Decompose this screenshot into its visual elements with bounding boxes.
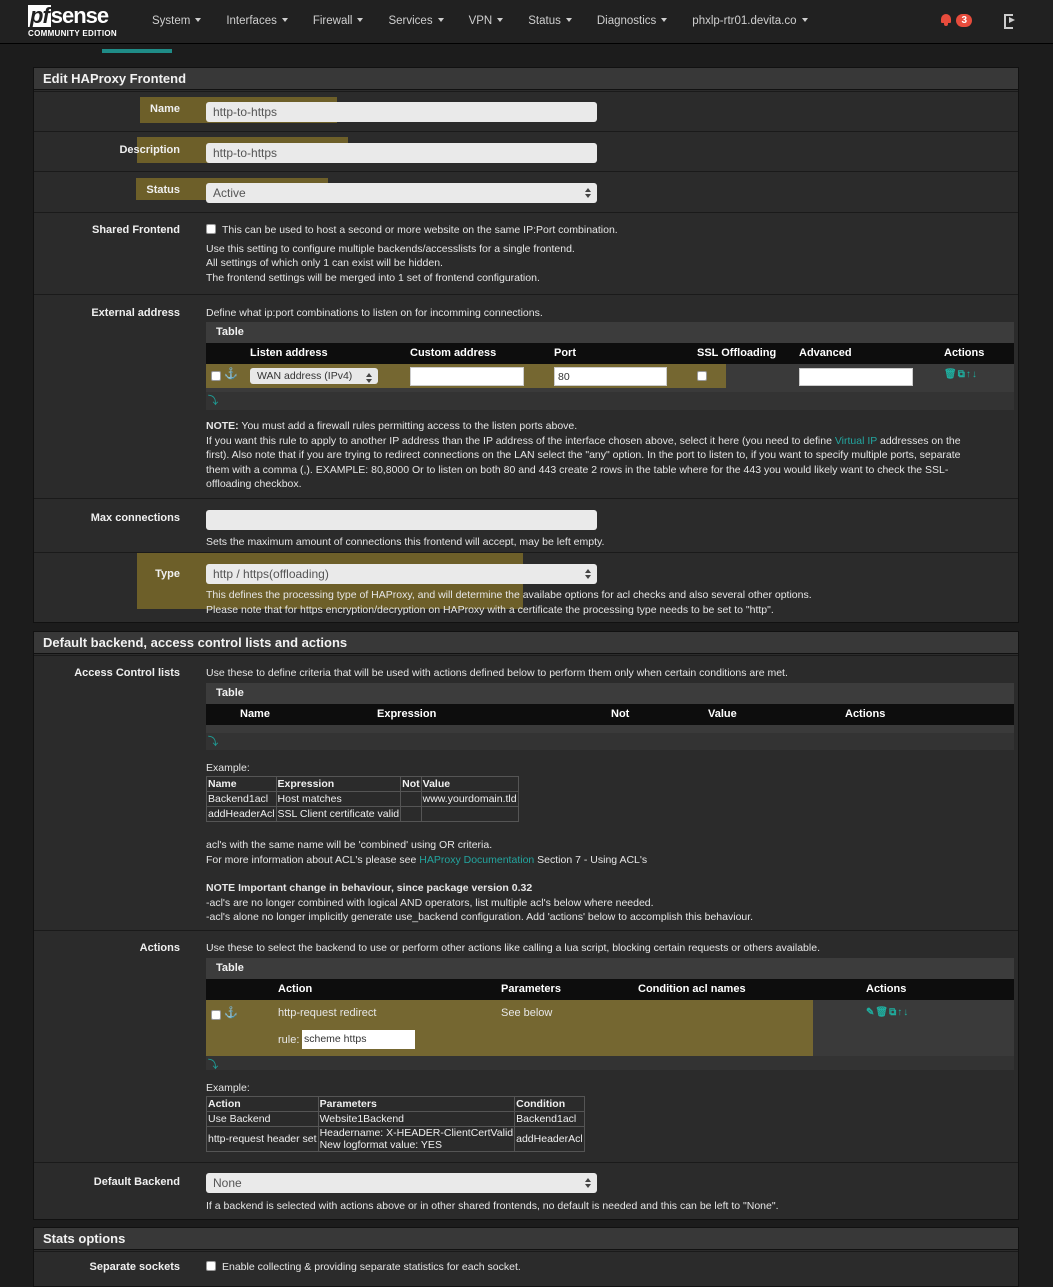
stats-options-panel (33, 1227, 1019, 1287)
action-row: ⚓ http-request redirect See below ✎🗑⧉↑↓ rule: scheme https (206, 1000, 1014, 1056)
shared-frontend-checkbox[interactable] (206, 224, 216, 234)
main-menu (152, 0, 833, 44)
panel-title: Edit HAProxy Frontend (34, 68, 1018, 90)
action-row-icons[interactable]: ✎🗑⧉↑↓ (866, 1007, 910, 1018)
acl-row: Access Control lists Use these to define criteria that will be used with actions defined below to perform them only when certain conditions are met. Table Name Expression Not Value Actions ⤵ Example: Name Expression Not Value Backend1acl Host matches www.yourdomain.tld addHeaderAcl SSL Client certificate valid acl's with the same name will be 'combined' using OR criteria. For more information about ACL's please see HAProxy Documentation Section 7 - Using ACL's NOTE Important change in behaviour, since package version 0.32 -acl's are no longer combined with logical AND operators, list multiple acl's below where needed. -acl's alone no longer implicitly generate use_backend configuration. Add 'actions' below to accomplish this behaviour. (34, 655, 1018, 930)
listen-row-checkbox[interactable] (211, 371, 221, 381)
description-row (34, 131, 1018, 171)
custom-address-input[interactable] (410, 367, 524, 386)
pfsense-logo[interactable]: pfsense COMMUNITY EDITION (28, 3, 117, 38)
default-backend-label: Default Backend (93, 1176, 180, 1188)
menu-status[interactable]: Status (528, 0, 572, 44)
haproxy-docs-link[interactable]: HAProxy Documentation (419, 853, 535, 866)
menu-services[interactable]: Services (388, 0, 443, 44)
description-label: Description (119, 144, 180, 156)
max-connections-label: Max connections (90, 512, 180, 524)
backend-acl-actions-panel (33, 631, 1019, 1220)
panel-title: Default backend, access control lists and actions (34, 632, 1018, 654)
advanced-input[interactable] (799, 368, 913, 386)
description-input[interactable]: http-to-https (206, 143, 597, 163)
anchor-icon[interactable]: ⚓ (224, 1007, 238, 1019)
separate-sockets-label: Separate sockets (89, 1261, 180, 1273)
acl-example-table: Name Expression Not Value Backend1acl Host matches www.yourdomain.tld addHeaderAcl SSL Client certificate valid (208, 778, 517, 820)
anchor-icon[interactable]: ⚓ (224, 368, 238, 380)
type-select[interactable]: http / https(offloading) (206, 564, 597, 584)
external-address-label: External address (91, 307, 180, 319)
add-acl-icon[interactable]: ⤵ (208, 737, 218, 748)
separate-sockets-checkbox[interactable] (206, 1261, 216, 1271)
bell-icon[interactable] (940, 14, 952, 26)
name-row (34, 91, 1018, 131)
menu-firewall[interactable]: Firewall (313, 0, 364, 44)
alert-count-badge[interactable]: 3 (956, 14, 972, 27)
actions-example-table: Action Parameters Condition Use Backend Website1Backend Backend1acl http-request header set Headername: X-HEADER-ClientCertValid New logformat value: YES addHeaderAcl (208, 1098, 583, 1151)
status-row (34, 171, 1018, 211)
actions-table: Table Action Parameters Condition acl names Actions ⚓ http-request redirect See below ✎🗑⧉↑↓ rule: scheme https ⤵ (206, 958, 1014, 1070)
shared-frontend-row: Shared Frontend This can be used to host a second or more website on the same IP:Port combination. Use this setting to configure multiple backends/accesslists for a single frontend. All settings of which only 1 can exist will be hidden. The frontend settings will be merged into 1 set of frontend configuration. (34, 212, 1018, 294)
action-row-checkbox[interactable] (211, 1010, 221, 1020)
row-actions-icons[interactable]: 🗑⧉↑↓ (944, 369, 978, 380)
acl-table: Table Name Expression Not Value Actions ⤵ (206, 683, 1014, 750)
listen-table: Table Listen address Custom address Port SSL Offloading Advanced Actions ⚓ WAN address (IPv4) 80 🗑⧉↑↓ ⤵ (206, 322, 1014, 410)
menu-vpn[interactable]: VPN (469, 0, 504, 44)
default-backend-select[interactable]: None (206, 1173, 597, 1193)
ssl-offloading-checkbox[interactable] (697, 371, 707, 381)
name-input[interactable]: http-to-https (206, 102, 597, 122)
top-navbar (0, 0, 1053, 44)
add-row-icon[interactable]: ⤵ (208, 396, 218, 407)
rule-input[interactable]: scheme https (302, 1030, 415, 1049)
edit-frontend-panel (33, 67, 1019, 623)
virtual-ip-link[interactable]: Virtual IP (834, 434, 878, 447)
logout-icon[interactable] (1004, 13, 1018, 27)
port-input[interactable]: 80 (554, 367, 667, 386)
max-connections-row: Max connections Sets the maximum amount of connections this frontend will accept, may be left empty. (34, 498, 1018, 552)
acl-label: Access Control lists (74, 667, 180, 679)
menu-diagnostics[interactable]: Diagnostics (597, 0, 667, 44)
status-select[interactable]: Active (206, 183, 597, 203)
panel-title: Stats options (34, 1228, 1018, 1250)
listen-row (206, 364, 1014, 392)
menu-system[interactable]: System (152, 0, 201, 44)
menu-hostname[interactable]: phxlp-rtr01.devita.co (692, 0, 807, 44)
actions-label: Actions (139, 942, 180, 954)
active-tab-indicator (102, 49, 172, 53)
listen-address-select[interactable]: WAN address (IPv4) (250, 368, 378, 384)
default-backend-row: Default Backend None If a backend is selected with actions above or in other shared frontends, no default is needed and this can be left to "None". (34, 1162, 1018, 1220)
menu-interfaces[interactable]: Interfaces (226, 0, 288, 44)
name-label: Name (150, 103, 180, 115)
type-label: Type (155, 568, 180, 580)
add-action-icon[interactable]: ⤵ (208, 1060, 218, 1071)
status-label: Status (146, 184, 180, 196)
shared-frontend-label: Shared Frontend (91, 224, 180, 236)
actions-row: Actions Use these to select the backend to use or perform other actions like calling a lua script, blocking certain requests or others available. Table Action Parameters Condition acl names Actions ⚓ http-request redirect See below ✎🗑⧉↑↓ rule: scheme https ⤵ Example: Action Parameters Condition Use Backend Website1Backend Backend1acl http-request header set Headername: X-HEADER-ClientCertValid New logformat value: YES addHeaderAcl (34, 930, 1018, 1162)
max-connections-input[interactable] (206, 510, 597, 530)
external-address-row: External address Define what ip:port combinations to listen on for incomming connections. Table Listen address Custom address Port SSL Offloading Advanced Actions ⚓ WAN address (IPv4) 80 🗑⧉↑↓ ⤵ NOTE: You must add a firewall rules permitting access to the listen ports above. If you want this rule to apply to another IP address than the IP address of the interface chosen above, select it here (you need to define Virtual IP addresses on the first). Also note that if you are trying to redirect connections on the LAN select the "any" option. In the port to listen to, if you want to specify multiple ports, separate them with a comma (,). EXAMPLE: 80,8000 Or to listen on both 80 and 443 create 2 rows in the table where for the 443 you would likely want to check the SSL- offloading checkbox. (34, 294, 1018, 498)
type-row: Type http / https(offloading) This defines the processing type of HAProxy, and will determine the availabe options for acl checks and also several other options. Please note that for https encryption/decryption on HAProxy with a certificate the processing type needs to be set to "http". (34, 552, 1018, 622)
separate-sockets-row: Separate sockets Enable collecting & providing separate statistics for each socket. (34, 1251, 1018, 1287)
